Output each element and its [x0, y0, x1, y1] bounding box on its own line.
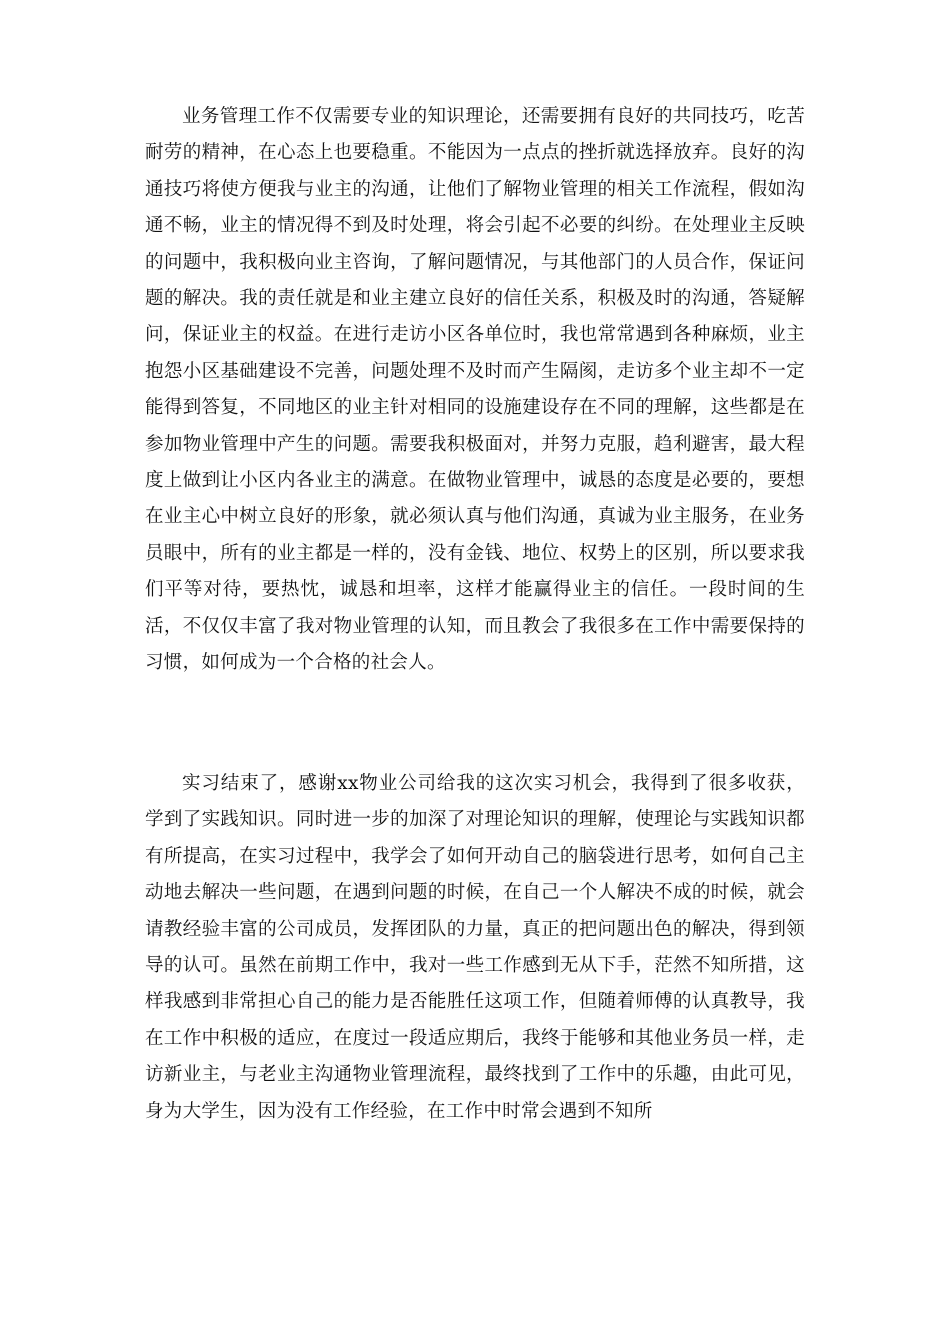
paragraph-internship-summary: 实习结束了，感谢xx物业公司给我的这次实习机会，我得到了很多收获，学到了实践知识。同时进一步的加深了对理论知识的理解，使理论与实践知识都有所提高，在实习过程中，我学会了如何开动自己的脑袋进行思考，如何自己主动地去解决一些问题，在遇到问题的时候，在自己一个人解决不成的时候，就会请教经验丰富的公司成员，发挥团队的力量，真正的把问题出色的解决，得到领导的认可。虽然在前期工作中，我对一些工作感到无从下手，茫然不知所措，这样我感到非常担心自己的能力是否能胜任这项工作，但随着师傅的认真教导，我在工作中积极的适应，在度过一段适应期后，我终于能够和其他业务员一样，走访新业主，与老业主沟通物业管理流程，最终找到了工作中的乐趣，由此可见，身为大学生，因为没有工作经验，在工作中时常会遇到不知所 [145, 773, 805, 1122]
paragraph-work-skills: 业务管理工作不仅需要专业的知识理论，还需要拥有良好的共同技巧，吃苦耐劳的精神，在心态上也要稳重。不能因为一点点的挫折就选择放弃。良好的沟通技巧将使方便我与业主的沟通，让他们了解物业管理的相关工作流程，假如沟通不畅，业主的情况得不到及时处理，将会引起不必要的纠纷。在处理业主反映的问题中，我积极向业主咨询，了解问题情况，与其他部门的人员合作，保证问题的解决。我的责任就是和业主建立良好的信任关系，积极及时的沟通，答疑解问，保证业主的权益。在进行走访小区各单位时，我也常常遇到各种麻烦，业主抱怨小区基础建设不完善，问题处理不及时而产生隔阂，走访多个业主却不一定能得到答复，不同地区的业主针对相同的设施建设存在不同的理解，这些都是在参加物业管理中产生的问题。需要我积极面对，并努力克服，趋利避害，最大程度上做到让小区内各业主的满意。在做物业管理中，诚恳的态度是必要的，要想在业主心中树立良好的形象，就必须认真与他们沟通，真诚为业主服务，在业务员眼中，所有的业主都是一样的，没有金钱、地位、权势上的区别，所以要求我们平等对待，要热忱，诚恳和坦率，这样才能赢得业主的信任。一段时间的生活，不仅仅丰富了我对物业管理的认知，而且教会了我很多在工作中需要保持的习惯，如何成为一个合格的社会人。 [145, 106, 805, 674]
